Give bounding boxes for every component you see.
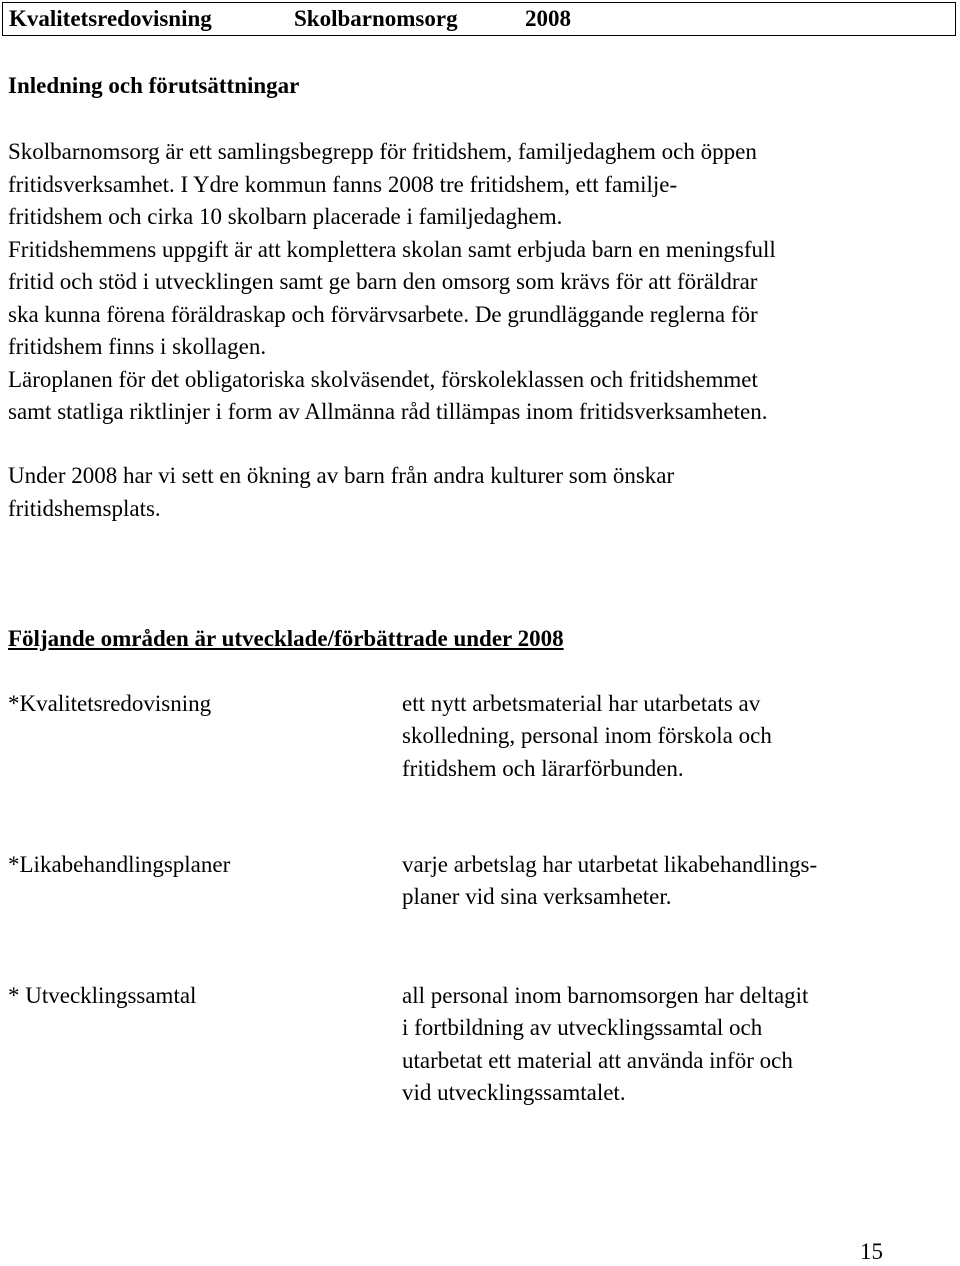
intro-line: fritidsverksamhet. I Ydre kommun fanns 2008 tre fritidshem, ett familje- — [8, 171, 678, 197]
intro-line: ska kunna förena föräldraskap och förvärvsarbete. De grundläggande reglerna för — [8, 301, 758, 327]
area-label-likabehandlingsplaner: *Likabehandlingsplaner — [8, 852, 231, 877]
area-desc-line: skolledning, personal inom förskola och — [402, 723, 772, 749]
intro-line: fritid och stöd i utvecklingen samt ge barn den omsorg som krävs för att föräldrar — [8, 269, 758, 294]
intro-line: Fritidshemmens uppgift är att komplettera skolan samt erbjuda barn en meningsfull — [8, 236, 776, 262]
intro-line: fritidshem finns i skollagen. — [8, 334, 267, 359]
intro-line: Skolbarnomsorg är ett samlingsbegrepp för fritidshem, familjedaghem och öppen — [8, 139, 757, 164]
document-header — [2, 2, 956, 36]
area-desc-line: i fortbildning av utvecklingssamtal och — [402, 1015, 763, 1041]
area-desc-line: all personal inom barnomsorgen har deltagit — [402, 983, 809, 1008]
header-year: 2008 — [525, 6, 571, 31]
intro-line: Läroplanen för det obligatoriska skolväsendet, förskoleklassen och fritidshemmet — [8, 366, 758, 392]
area-desc-likabehandlingsplaner — [402, 849, 942, 914]
header-subject: Skolbarnomsorg — [294, 6, 458, 31]
area-label-utvecklingssamtal: * Utvecklingssamtal — [8, 983, 197, 1008]
page-number: 15 — [860, 1239, 883, 1264]
intro-note — [8, 460, 958, 525]
area-desc-line: varje arbetslag har utarbetat likabehandlings- — [402, 852, 818, 877]
area-label-kvalitetsredovisning: *Kvalitetsredovisning — [8, 691, 212, 716]
area-desc-kvalitetsredovisning — [402, 688, 942, 785]
header-title: Kvalitetsredovisning — [9, 6, 212, 31]
intro-line: samt statliga riktlinjer i form av Allmänna råd tillämpas inom fritidsverksamheten. — [8, 399, 768, 424]
note-line: Under 2008 har vi sett en ökning av barn från andra kulturer som önskar — [8, 463, 675, 488]
intro-line: fritidshem och cirka 10 skolbarn placerade i familjedaghem. — [8, 204, 563, 229]
intro-heading: Inledning och förutsättningar — [8, 73, 300, 98]
note-line: fritidshemsplats. — [8, 495, 161, 521]
area-desc-line: planer vid sina verksamheter. — [402, 884, 672, 910]
area-desc-line: ett nytt arbetsmaterial har utarbetats av — [402, 691, 761, 716]
area-desc-utvecklingssamtal — [402, 980, 942, 1109]
areas-heading: Följande områden är utvecklade/förbättrade under 2008 — [8, 626, 564, 651]
area-desc-line: fritidshem och lärarförbunden. — [402, 755, 684, 781]
area-desc-line: vid utvecklingssamtalet. — [402, 1079, 626, 1105]
area-desc-line: utarbetat ett material att använda inför och — [402, 1047, 793, 1073]
intro-paragraph — [8, 136, 958, 429]
